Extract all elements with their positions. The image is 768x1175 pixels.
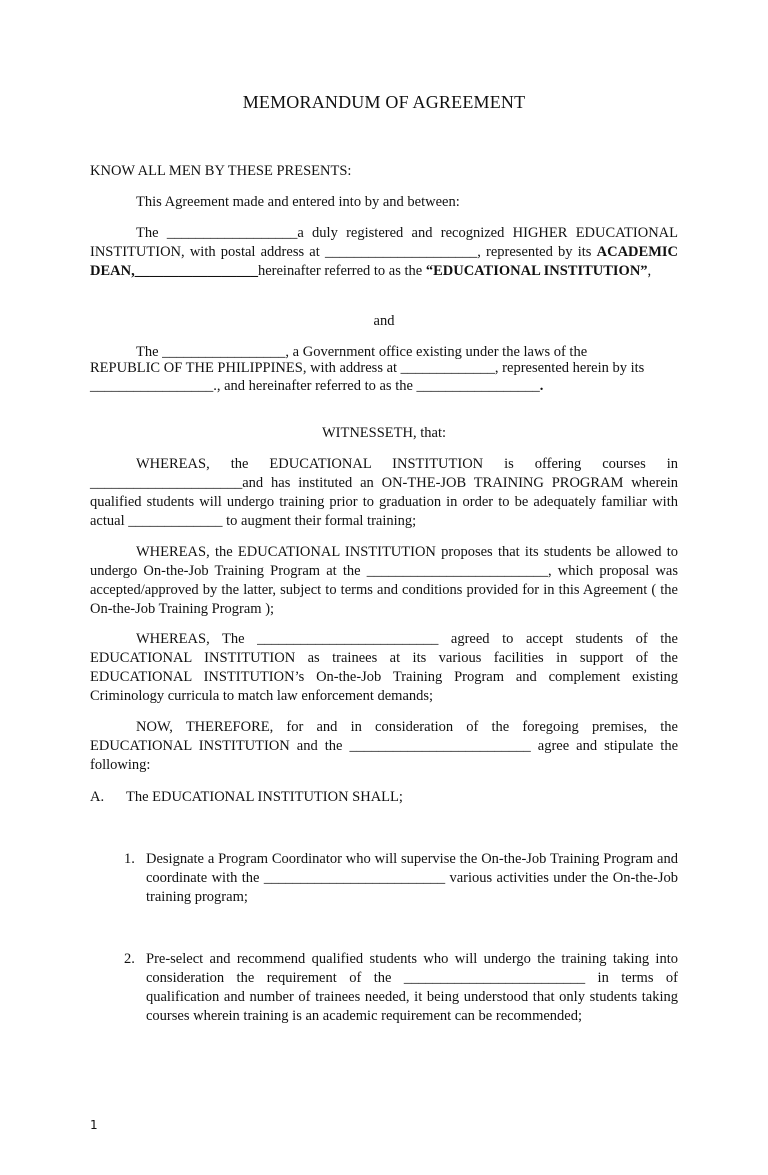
now-therefore-paragraph: NOW, THEREFORE, for and in consideration of the foregoing premises, the EDUCATIONAL INSTITUTION and the _________________________ agree and stipulate the following: xyxy=(90,719,678,773)
list-item-text: Designate a Program Coordinator who will supervise the On-the-Job Training Program and coordinate with the _________________________ various activities under the On-the-Job training program; xyxy=(146,851,678,905)
whereas-paragraph-2: WHEREAS, the EDUCATIONAL INSTITUTION proposes that its students be allowed to undergo On-the-Job Training Program at the _________________________, which proposal was accepted/approved by the latter, subject to terms and conditions provided for in this Agreement ( the On-the-Job Training Program ); xyxy=(90,544,678,617)
section-a-heading: The EDUCATIONAL INSTITUTION SHALL; xyxy=(126,789,403,805)
party-one-text: The __________________a duly registered and recognized HIGHER EDUCATIONAL INSTITUTION, with postal address at _____________________, represented by its xyxy=(90,225,678,260)
list-item-text: Pre-select and recommend qualified students who will undergo the training taking into consideration the requirement of the _________________________ in terms of qualification and number of trainees needed, it being understood that only students taking courses wherein training is an academic requirement can be recommended; xyxy=(146,951,678,1024)
party-two-line-3 xyxy=(90,377,678,396)
party-two-period: . xyxy=(539,378,544,394)
party-two-line-1: The _________________, a Government office existing under the laws of the xyxy=(136,344,588,360)
whereas-paragraph-3: WHEREAS, The _________________________ agreed to accept students of the EDUCATIONAL INSTITUTION as trainees at its various facilities in support of the EDUCATIONAL INSTITUTION’s On-the-Job Training Program and complement existing Criminology curricula to match law enforcement demands; xyxy=(90,631,678,704)
party-one-text-3: , xyxy=(647,263,652,279)
party-one-text-2: hereinafter referred to as the xyxy=(257,263,426,279)
know-all-line: KNOW ALL MEN BY THESE PRESENTS: xyxy=(90,163,352,179)
and-separator: and xyxy=(373,313,395,329)
educational-institution-label: “EDUCATIONAL INSTITUTION” xyxy=(425,263,648,279)
academic-dean-label: ACADEMIC DEAN,_________________ xyxy=(90,244,678,279)
party-two-line-3-text: ., and hereinafter referred to as the _________________ xyxy=(213,378,540,394)
party-two-line-2: REPUBLIC OF THE PHILIPPINES, with address at _____________, represented herein by its xyxy=(90,360,645,376)
party-two-paragraph xyxy=(90,343,678,396)
party-one-paragraph xyxy=(90,224,678,281)
document-title: MEMORANDUM OF AGREEMENT xyxy=(242,92,526,112)
section-a-label: A. xyxy=(90,789,105,805)
representative-blank: _________________ xyxy=(90,378,214,394)
witnesseth-heading: WITNESSETH, that: xyxy=(321,425,447,441)
list-item xyxy=(124,850,678,907)
page-number: 1 xyxy=(90,1118,98,1132)
list-item xyxy=(124,950,678,1026)
list-item-number: 1. xyxy=(124,851,135,867)
list-item-number: 2. xyxy=(124,951,135,967)
intro-paragraph: This Agreement made and entered into by and between: xyxy=(136,194,460,210)
whereas-paragraph-1: WHEREAS, the EDUCATIONAL INSTITUTION is offering courses in _____________________and has instituted an ON-THE-JOB TRAINING PROGRAM wherein qualified students will undergo training prior to graduation in order to be adequately familiar with actual _____________ to augment their formal training; xyxy=(90,456,678,529)
